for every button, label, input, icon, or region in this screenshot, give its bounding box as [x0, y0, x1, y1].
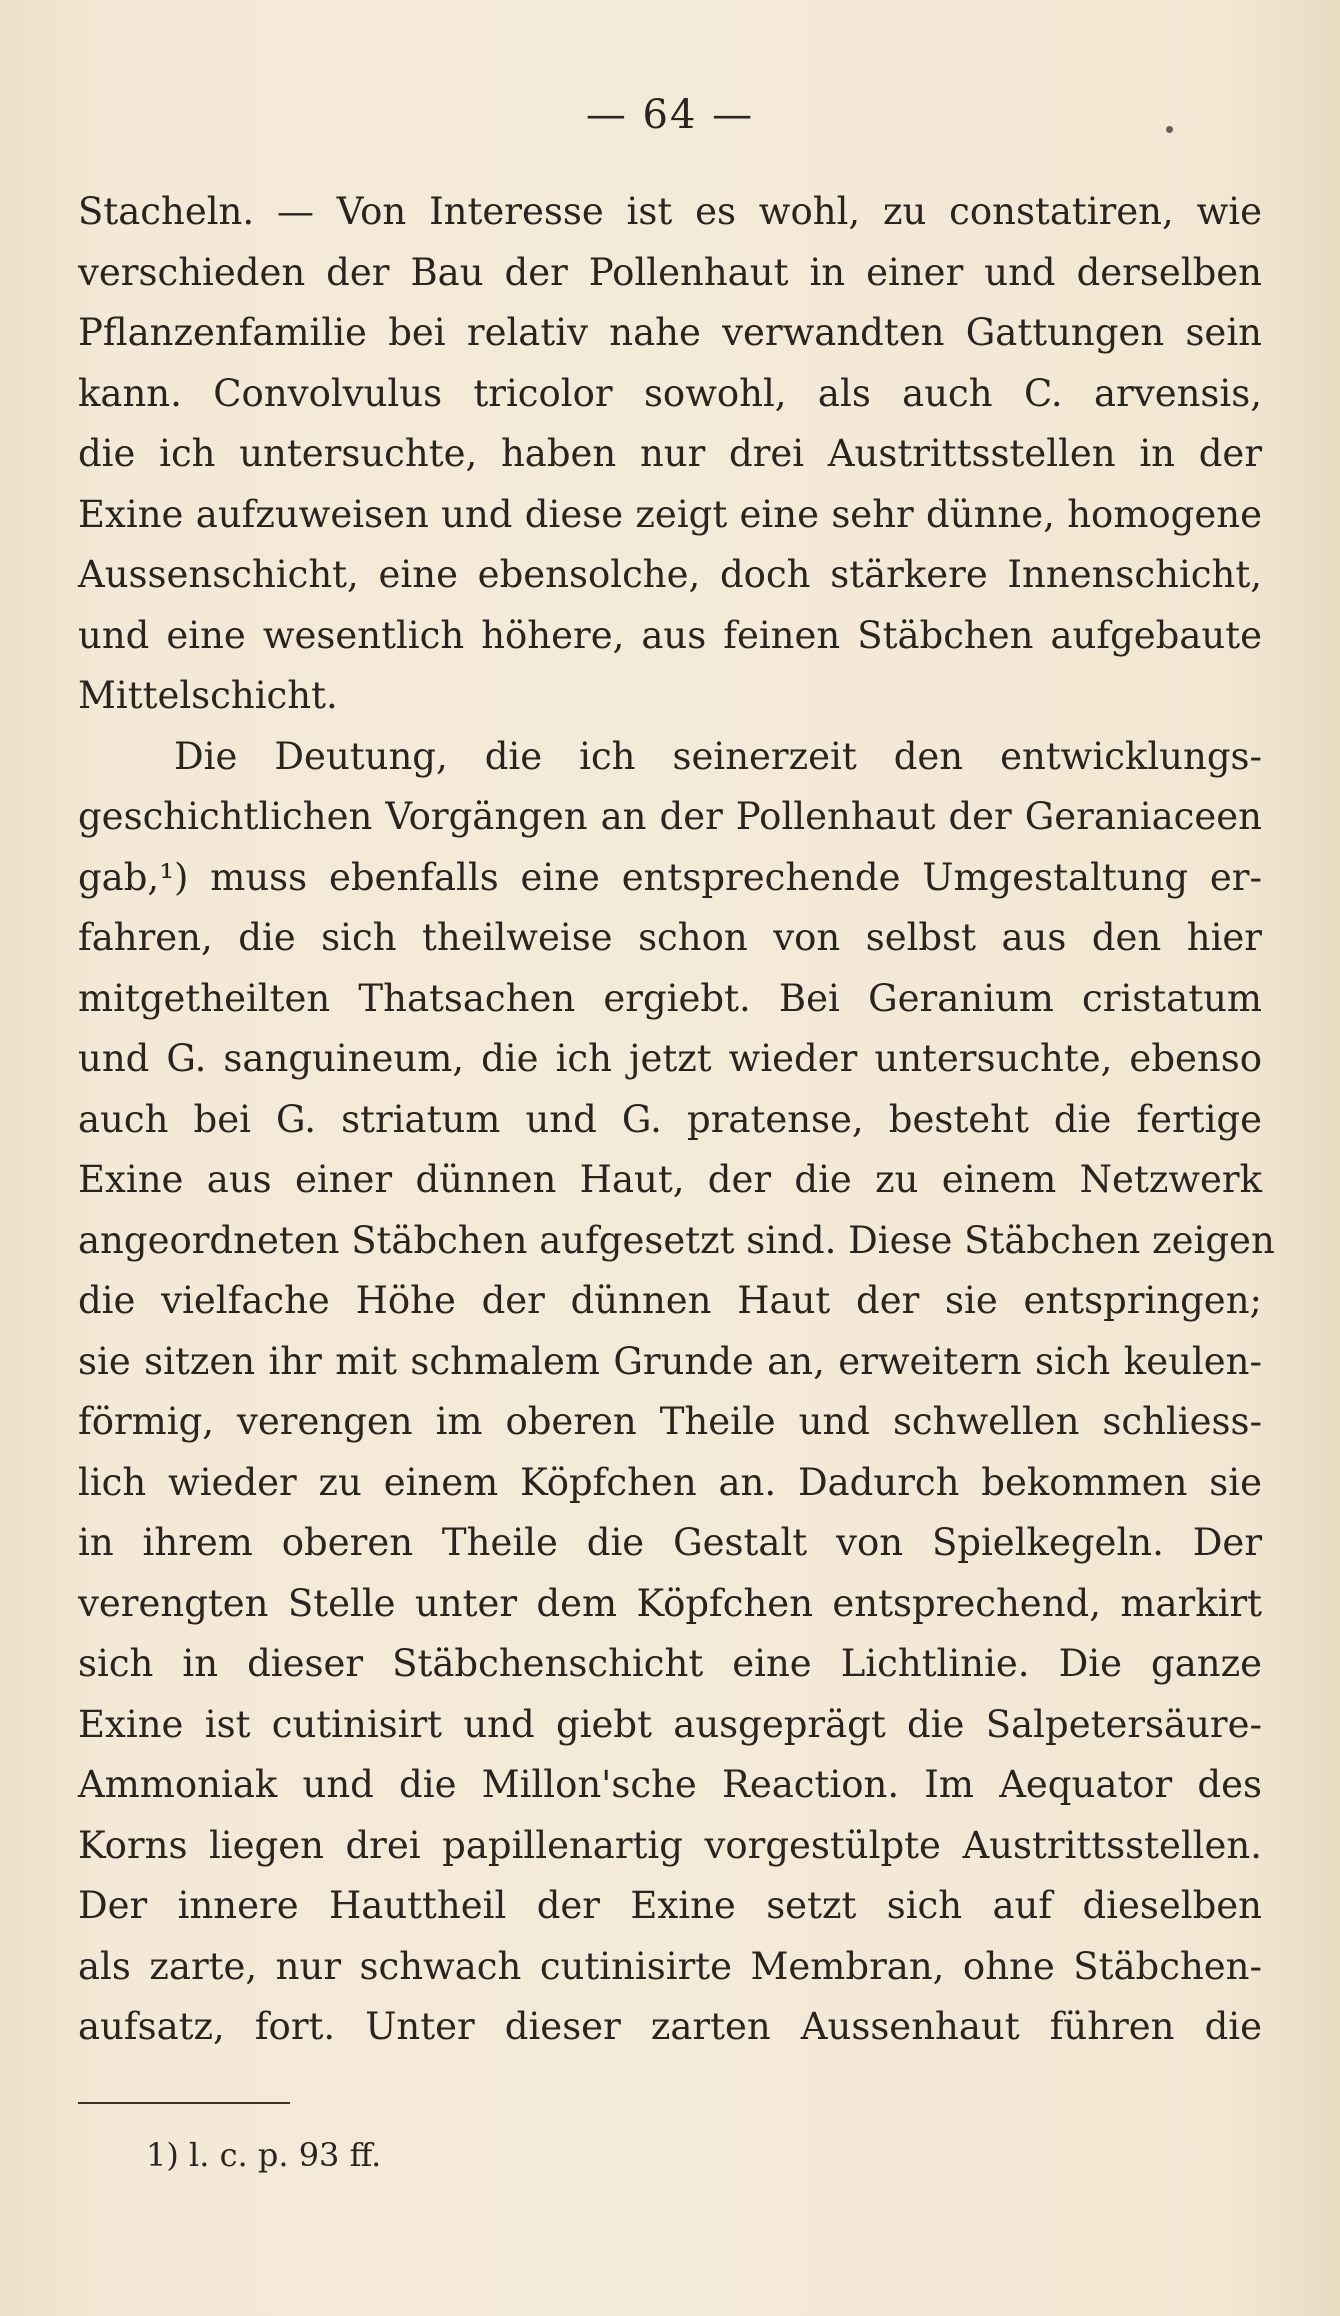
text-line: sie sitzen ihr mit schmalem Grunde an, erweitern sich keulen-: [78, 1339, 1262, 1383]
text-line: Stacheln. — Von Interesse ist es wohl, zu constatiren, wie: [78, 190, 1262, 233]
text-line: gab,¹) muss ebenfalls eine entsprechende Umgestaltung er-: [78, 855, 1262, 899]
text-line: in ihrem oberen Theile die Gestalt von Spielkegeln. Der: [78, 1521, 1262, 1564]
text-line: förmig, verengen im oberen Theile und schwellen schliess-: [78, 1400, 1262, 1443]
text-line: verschieden der Bau der Pollenhaut in einer und derselben: [78, 250, 1262, 294]
text-line: und G. sanguineum, die ich jetzt wieder untersuchte, ebenso: [78, 1037, 1262, 1080]
text-line: auch bei G. striatum und G. pratense, besteht die fertige: [78, 1097, 1262, 1141]
text-line: Ammoniak und die Millon'sche Reaction. Im Aequator des: [78, 1763, 1262, 1806]
text-line: die ich untersuchte, haben nur drei Austrittsstellen in der: [78, 432, 1262, 475]
text-line: verengten Stelle unter dem Köpfchen entsprechend, markirt: [78, 1581, 1262, 1625]
text-line: fahren, die sich theilweise schon von selbst aus den hier: [78, 916, 1262, 959]
text-line: kann. Convolvulus tricolor sowohl, als auch C. arvensis,: [78, 371, 1262, 415]
text-line: lich wieder zu einem Köpfchen an. Dadurch bekommen sie: [78, 1460, 1262, 1504]
footnote: 1) l. c. p. 93 ff.: [146, 2136, 382, 2174]
text-line: Exine ist cutinisirt und giebt ausgeprägt die Salpetersäure-: [78, 1702, 1262, 1746]
text-line: mitgetheilten Thatsachen ergiebt. Bei Geranium cristatum: [78, 976, 1262, 1020]
page-number: — 64 —: [585, 92, 755, 138]
text-line: Korns liegen drei papillenartig vorgestülpte Austrittsstellen.: [78, 1823, 1262, 1867]
text-line: Exine aus einer dünnen Haut, der die zu einem Netzwerk: [78, 1158, 1262, 1201]
text-line: Mittelschicht.: [78, 674, 338, 717]
text-line: Die Deutung, die ich seinerzeit den entwicklungs-: [174, 734, 1262, 778]
text-line: geschichtlichen Vorgängen an der Pollenhaut der Geraniaceen: [78, 795, 1262, 838]
text-line: als zarte, nur schwach cutinisirte Membran, ohne Stäbchen-: [78, 1944, 1262, 1988]
text-line: Pflanzenfamilie bei relativ nahe verwandten Gattungen sein: [78, 311, 1262, 354]
text-line: angeordneten Stäbchen aufgesetzt sind. Diese Stäbchen zeigen: [78, 1218, 1275, 1262]
text-line: Exine aufzuweisen und diese zeigt eine sehr dünne, homogene: [78, 492, 1262, 536]
text-line: aufsatz, fort. Unter dieser zarten Aussenhaut führen die: [78, 2005, 1262, 2048]
body-text: [78, 182, 1275, 2058]
text-line: Aussenschicht, eine ebensolche, doch stärkere Innenschicht,: [78, 553, 1262, 596]
footnote-divider: [78, 2102, 290, 2104]
text-line: die vielfache Höhe der dünnen Haut der sie entspringen;: [78, 1279, 1262, 1322]
text-line: und eine wesentlich höhere, aus feinen Stäbchen aufgebaute: [78, 613, 1262, 657]
text-line: Der innere Hauttheil der Exine setzt sich auf dieselben: [78, 1884, 1262, 1927]
text-line: sich in dieser Stäbchenschicht eine Lichtlinie. Die ganze: [78, 1642, 1262, 1685]
